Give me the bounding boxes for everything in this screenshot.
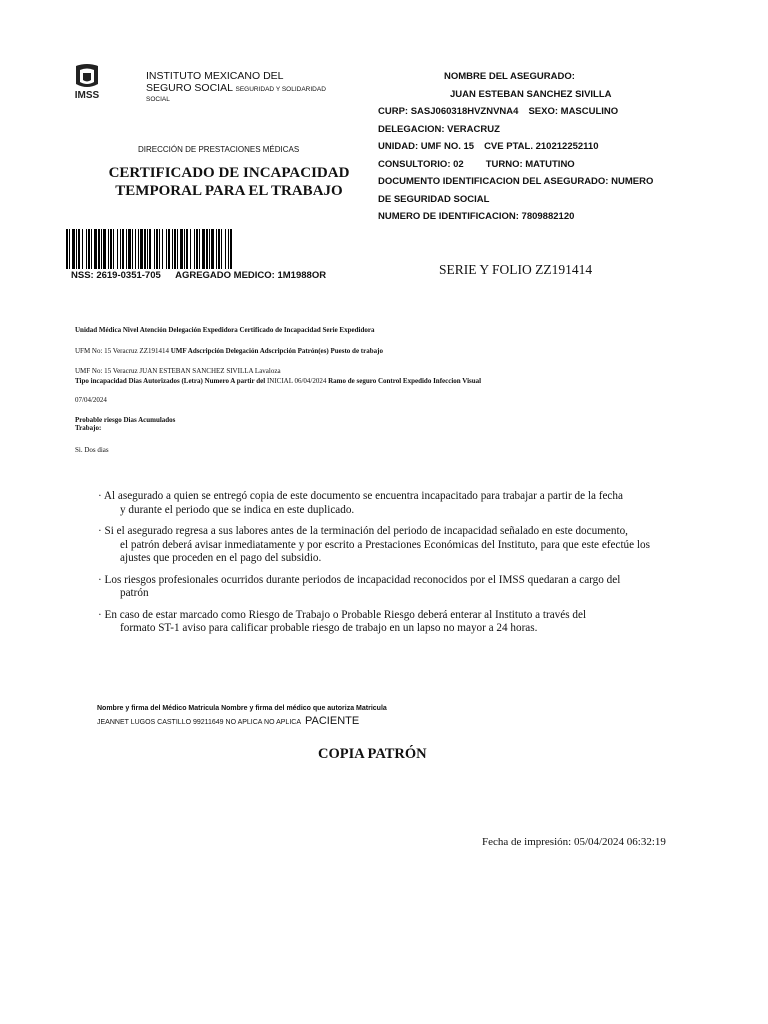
barcode-bar (113, 229, 114, 269)
barcode-bar (186, 229, 188, 269)
barcode-bar (194, 229, 195, 269)
barcode-bar (128, 229, 131, 269)
institute-name (146, 70, 336, 104)
barcode-bar (216, 229, 217, 269)
paciente-label: PACIENTE (305, 715, 360, 727)
institute-tagline: SEGURIDAD Y SOLIDARIDAD (235, 86, 326, 93)
signature-header: Nombre y firma del Médico Matricula Nombre y firma del médico que autoriza Matricula (97, 705, 387, 712)
barcode-bar (177, 229, 178, 269)
barcode-bar (120, 229, 121, 269)
notice-paragraph-rest: y durante el periodo que se indica en este duplicado. (120, 503, 355, 516)
detail-row-4-bold-a: Tipo incapacidad Dias Autorizados (Letra) Numero A partir del (75, 377, 267, 385)
notice-paragraph-first: · Los riesgos profesionales ocurridos durante periodos de incapacidad reconocidos por el IMSS quedaran a cargo del (98, 573, 621, 586)
notice-paragraph-first: · Si el asegurado regresa a sus labores antes de la terminación del periodo de incapacidad señalado en este documento, (98, 525, 628, 537)
notice-paragraph-rest: patrón (120, 587, 149, 599)
serie-folio: SERIE Y FOLIO ZZ191414 (439, 262, 593, 277)
barcode-bar (199, 229, 200, 269)
barcode-bar (149, 229, 151, 269)
notice-paragraph (98, 490, 678, 517)
detail-row-7: Si. Dos dias (75, 446, 109, 454)
barcode-bar (225, 229, 226, 269)
barcode-bar (211, 229, 214, 269)
imss-logo (70, 64, 104, 100)
barcode-bar (180, 229, 183, 269)
sexo: SEXO: MASCULINO (528, 106, 619, 117)
barcode-bar (110, 229, 112, 269)
detail-row-2-bold: UMF Adscripción Delegación Adscripción Patrón(es) Puesto de trabajo (170, 347, 383, 355)
barcode-bar (140, 229, 143, 269)
detail-row-6-bold-b: Trabajo: (75, 424, 102, 432)
barcode-bar (135, 229, 136, 269)
barcode-bar (202, 229, 205, 269)
notice-paragraph-rest: formato ST-1 aviso para calificar probable riesgo de trabajo en un lapso no mayor a 24 horas. (120, 622, 538, 634)
barcode-bar (184, 229, 185, 269)
agregado-medico: AGREGADO MEDICO: 1M1988OR (175, 270, 327, 281)
notice-paragraph (98, 525, 678, 566)
barcode-bar (78, 229, 80, 269)
copy-type: COPIA PATRÓN (318, 746, 427, 762)
insured-name: JUAN ESTEBAN SANCHEZ SIVILLA (450, 88, 612, 100)
doc-ident-line1: DOCUMENTO IDENTIFICACION DEL ASEGURADO: NUMERO (378, 176, 654, 187)
direccion-label: DIRECCIÓN DE PRESTACIONES MÉDICAS (138, 145, 300, 154)
title-line1: CERTIFICADO DE INCAPACIDAD (108, 165, 350, 181)
barcode-bar (156, 229, 158, 269)
notice-paragraph-first: · En caso de estar marcado como Riesgo de Trabajo o Probable Riesgo deberá enterar al Instituto a través del (98, 608, 587, 621)
barcode-bar (108, 229, 109, 269)
barcode-bar (66, 229, 68, 269)
barcode-bar (94, 229, 97, 269)
notice-paragraph (98, 609, 678, 636)
barcode-bar (88, 229, 90, 269)
barcode-bar (144, 229, 146, 269)
barcode-bar (172, 229, 173, 269)
detail-row-1-text: Unidad Médica Nivel Atención Delegación Expedidora Certificado de Incapacidad Serie Expedidora (75, 326, 375, 334)
detail-row-2 (75, 347, 675, 355)
notice-paragraph (98, 574, 678, 601)
barcode-bar (174, 229, 176, 269)
barcode-bar (166, 229, 167, 269)
delegacion: DELEGACION: VERACRUZ (378, 123, 500, 135)
cve-ptal: CVE PTAL. 210212252110 (484, 141, 599, 152)
detail-row-4-bold-b: Ramo de seguro Control Expedido Infeccion Visual (328, 377, 482, 385)
barcode-bar (117, 229, 118, 269)
detail-row-3-text: UMF No: 15 Veracruz JUAN ESTEBAN SANCHEZ SIVILLA Lavaloza (75, 367, 281, 375)
barcode-bar (154, 229, 155, 269)
detail-row-3 (75, 367, 675, 375)
certificate-title (86, 164, 372, 200)
barcode-bar (69, 229, 70, 269)
barcode-bar (159, 229, 160, 269)
institute-line2: SEGURO SOCIAL (146, 82, 233, 94)
barcode-bar (209, 229, 210, 269)
doc-ident-line2: DE SEGURIDAD SOCIAL (378, 193, 490, 205)
barcode-bar (103, 229, 106, 269)
barcode-bar (126, 229, 127, 269)
print-date: Fecha de impresión: 05/04/2024 06:32:19 (482, 836, 666, 848)
curp: CURP: SASJ060318HVZNVNA4 (378, 106, 519, 117)
insured-info (378, 68, 688, 226)
detail-row-4-plain: INICIAL 06/04/2024 (266, 377, 329, 385)
signature-values (97, 715, 359, 727)
consultorio: CONSULTORIO: 02 (378, 158, 464, 170)
barcode-bar (206, 229, 208, 269)
barcode (66, 229, 234, 269)
barcode-bar (162, 229, 163, 269)
barcode-bar (138, 229, 139, 269)
notice-paragraph-first: · Al asegurado a quien se entregó copia de este documento se encuentra incapacitado para trabajar a partir de la fecha (98, 490, 623, 502)
institute-line1: INSTITUTO MEXICANO DEL (146, 70, 284, 82)
barcode-bar (168, 229, 170, 269)
barcode-bar (228, 229, 229, 269)
nss-value: NSS: 2619-0351-705 (71, 270, 161, 281)
barcode-bar (91, 229, 92, 269)
barcode-bar (147, 229, 148, 269)
barcode-bar (101, 229, 102, 269)
barcode-bar (82, 229, 83, 269)
insured-label: NOMBRE DEL ASEGURADO: (444, 71, 575, 82)
institute-tagline2: SOCIAL (146, 96, 170, 103)
turno: TURNO: MATUTINO (485, 158, 575, 170)
signature-names: JEANNET LUGOS CASTILLO 99211649 NO APLICA NO APLICA (97, 719, 301, 726)
notice-paragraphs (98, 490, 678, 644)
title-line2: TEMPORAL PARA EL TRABAJO (115, 183, 343, 199)
barcode-bar (122, 229, 124, 269)
barcode-bar (190, 229, 191, 269)
detail-row-1 (75, 326, 675, 334)
detail-row-5: 07/04/2024 (75, 396, 107, 404)
detail-row-2-plain: UFM No: 15 Veracruz ZZ191414 (75, 347, 171, 355)
notice-paragraph-rest: el patrón deberá avisar inmediatamente y por escrito a Prestaciones Económicas del Instituto, para que este efectúe los ajustes que proceden en el pago del subsidio. (120, 538, 650, 564)
numero-identificacion: NUMERO DE IDENTIFICACION: 7809882120 (378, 211, 575, 222)
logo-text: IMSS (74, 90, 100, 100)
barcode-bar (72, 229, 75, 269)
unidad: UNIDAD: UMF NO. 15 (378, 141, 475, 152)
barcode-bar (221, 229, 222, 269)
detail-row-6-bold-a: Probable riesgo Dias Acumulados (75, 416, 176, 424)
barcode-bar (230, 229, 232, 269)
detail-row-6 (75, 416, 675, 432)
barcode-bar (98, 229, 100, 269)
barcode-bar (76, 229, 77, 269)
detail-row-4 (75, 377, 675, 385)
barcode-bar (86, 229, 87, 269)
barcode-bar (132, 229, 133, 269)
barcode-bar (196, 229, 198, 269)
barcode-bar (218, 229, 220, 269)
nss-line (71, 270, 338, 281)
